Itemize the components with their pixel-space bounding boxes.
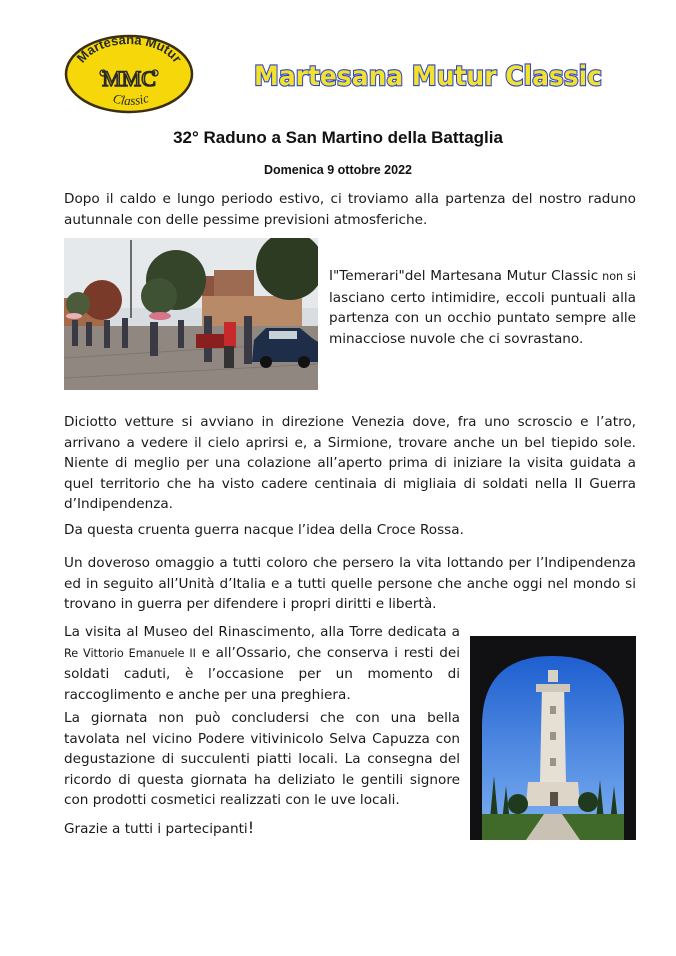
side-paragraph: [329, 266, 636, 349]
side-paragraph-small: non si: [598, 270, 636, 283]
route-paragraph: Diciotto vetture si avviano in direzione Venezia dove, fra uno scroscio e l’atro, arrivano a vedere il cielo aprirsi e, a Sirmione, trovare anche un bel tiepido sole. Niente di meglio per una colazione all’aperto prima di iniziare la visita guidata a quel territorio che ha visto cadere centinaia di migliaia di soldati nella II Guerra d’Indipendenza.: [64, 414, 636, 512]
departure-photo: [64, 238, 318, 390]
red-cross-paragraph: Da questa cruenta guerra nacque l’idea della Croce Rossa.: [64, 522, 464, 538]
banner-title: [252, 57, 604, 93]
museum-text-small: Re Vittorio Emanuele II: [64, 646, 196, 660]
side-paragraph-lead: I"Temerari"del Martesana Mutur Classic: [329, 268, 599, 284]
museum-text-a: La visita al Museo del Rinascimento, alla Torre dedicata a: [64, 624, 460, 640]
tribute-paragraph: [64, 553, 636, 615]
tribute-rest: coloro che persero la vita lottando per l’Indipendenza ed in seguito all’Unità d’Italia e a tutti quelle persone che anche oggi nel mondo si trovano in guerra per difendere i propri diritti e libertà.: [64, 555, 636, 612]
museum-paragraph: [64, 622, 460, 705]
side-paragraph-rest: lasciano certo intimidire, eccoli puntuali alla partenza con un occhio puntato sempre alle minacciose nuvole che ci sovrastano.: [329, 289, 636, 347]
tribute-lead: Un doveroso omaggio a tutti: [64, 555, 262, 571]
closing-mark: !: [247, 818, 255, 837]
logo-mid-text: MMC: [102, 66, 156, 91]
club-logo: [64, 34, 194, 114]
intro-paragraph: Dopo il caldo e lungo periodo estivo, ci troviamo alla partenza del nostro raduno autunnale con delle pessime previsioni atmosferiche.: [64, 191, 636, 228]
lunch-paragraph: La giornata non può concludersi che con una bella tavolata nel vicino Podere vitivinicolo Selva Capuzza con degustazione di succulenti piatti locali. La consegna del ricordo di questa giornata ha deliziato le gentili signore con prodotti cosmetici realizzati con le uve locali.: [64, 710, 460, 808]
tower-photo: [470, 636, 636, 840]
museum-text-b: e all’Ossario, che conserva i resti dei soldati caduti, è l’occasione per un momento di raccoglimento e anche per una preghiera.: [64, 644, 461, 703]
closing-text: Grazie a tutti i partecipanti: [64, 821, 248, 837]
logo-bottom-text: Classic: [111, 90, 151, 109]
closing-line: [64, 818, 460, 840]
page-title: 32° Raduno a San Martino della Battaglia: [173, 128, 503, 147]
event-date: Domenica 9 ottobre 2022: [264, 163, 412, 177]
banner-text: Martesana Mutur Classic: [254, 61, 602, 92]
logo-top-text: Martesana Mutur: [73, 34, 185, 66]
